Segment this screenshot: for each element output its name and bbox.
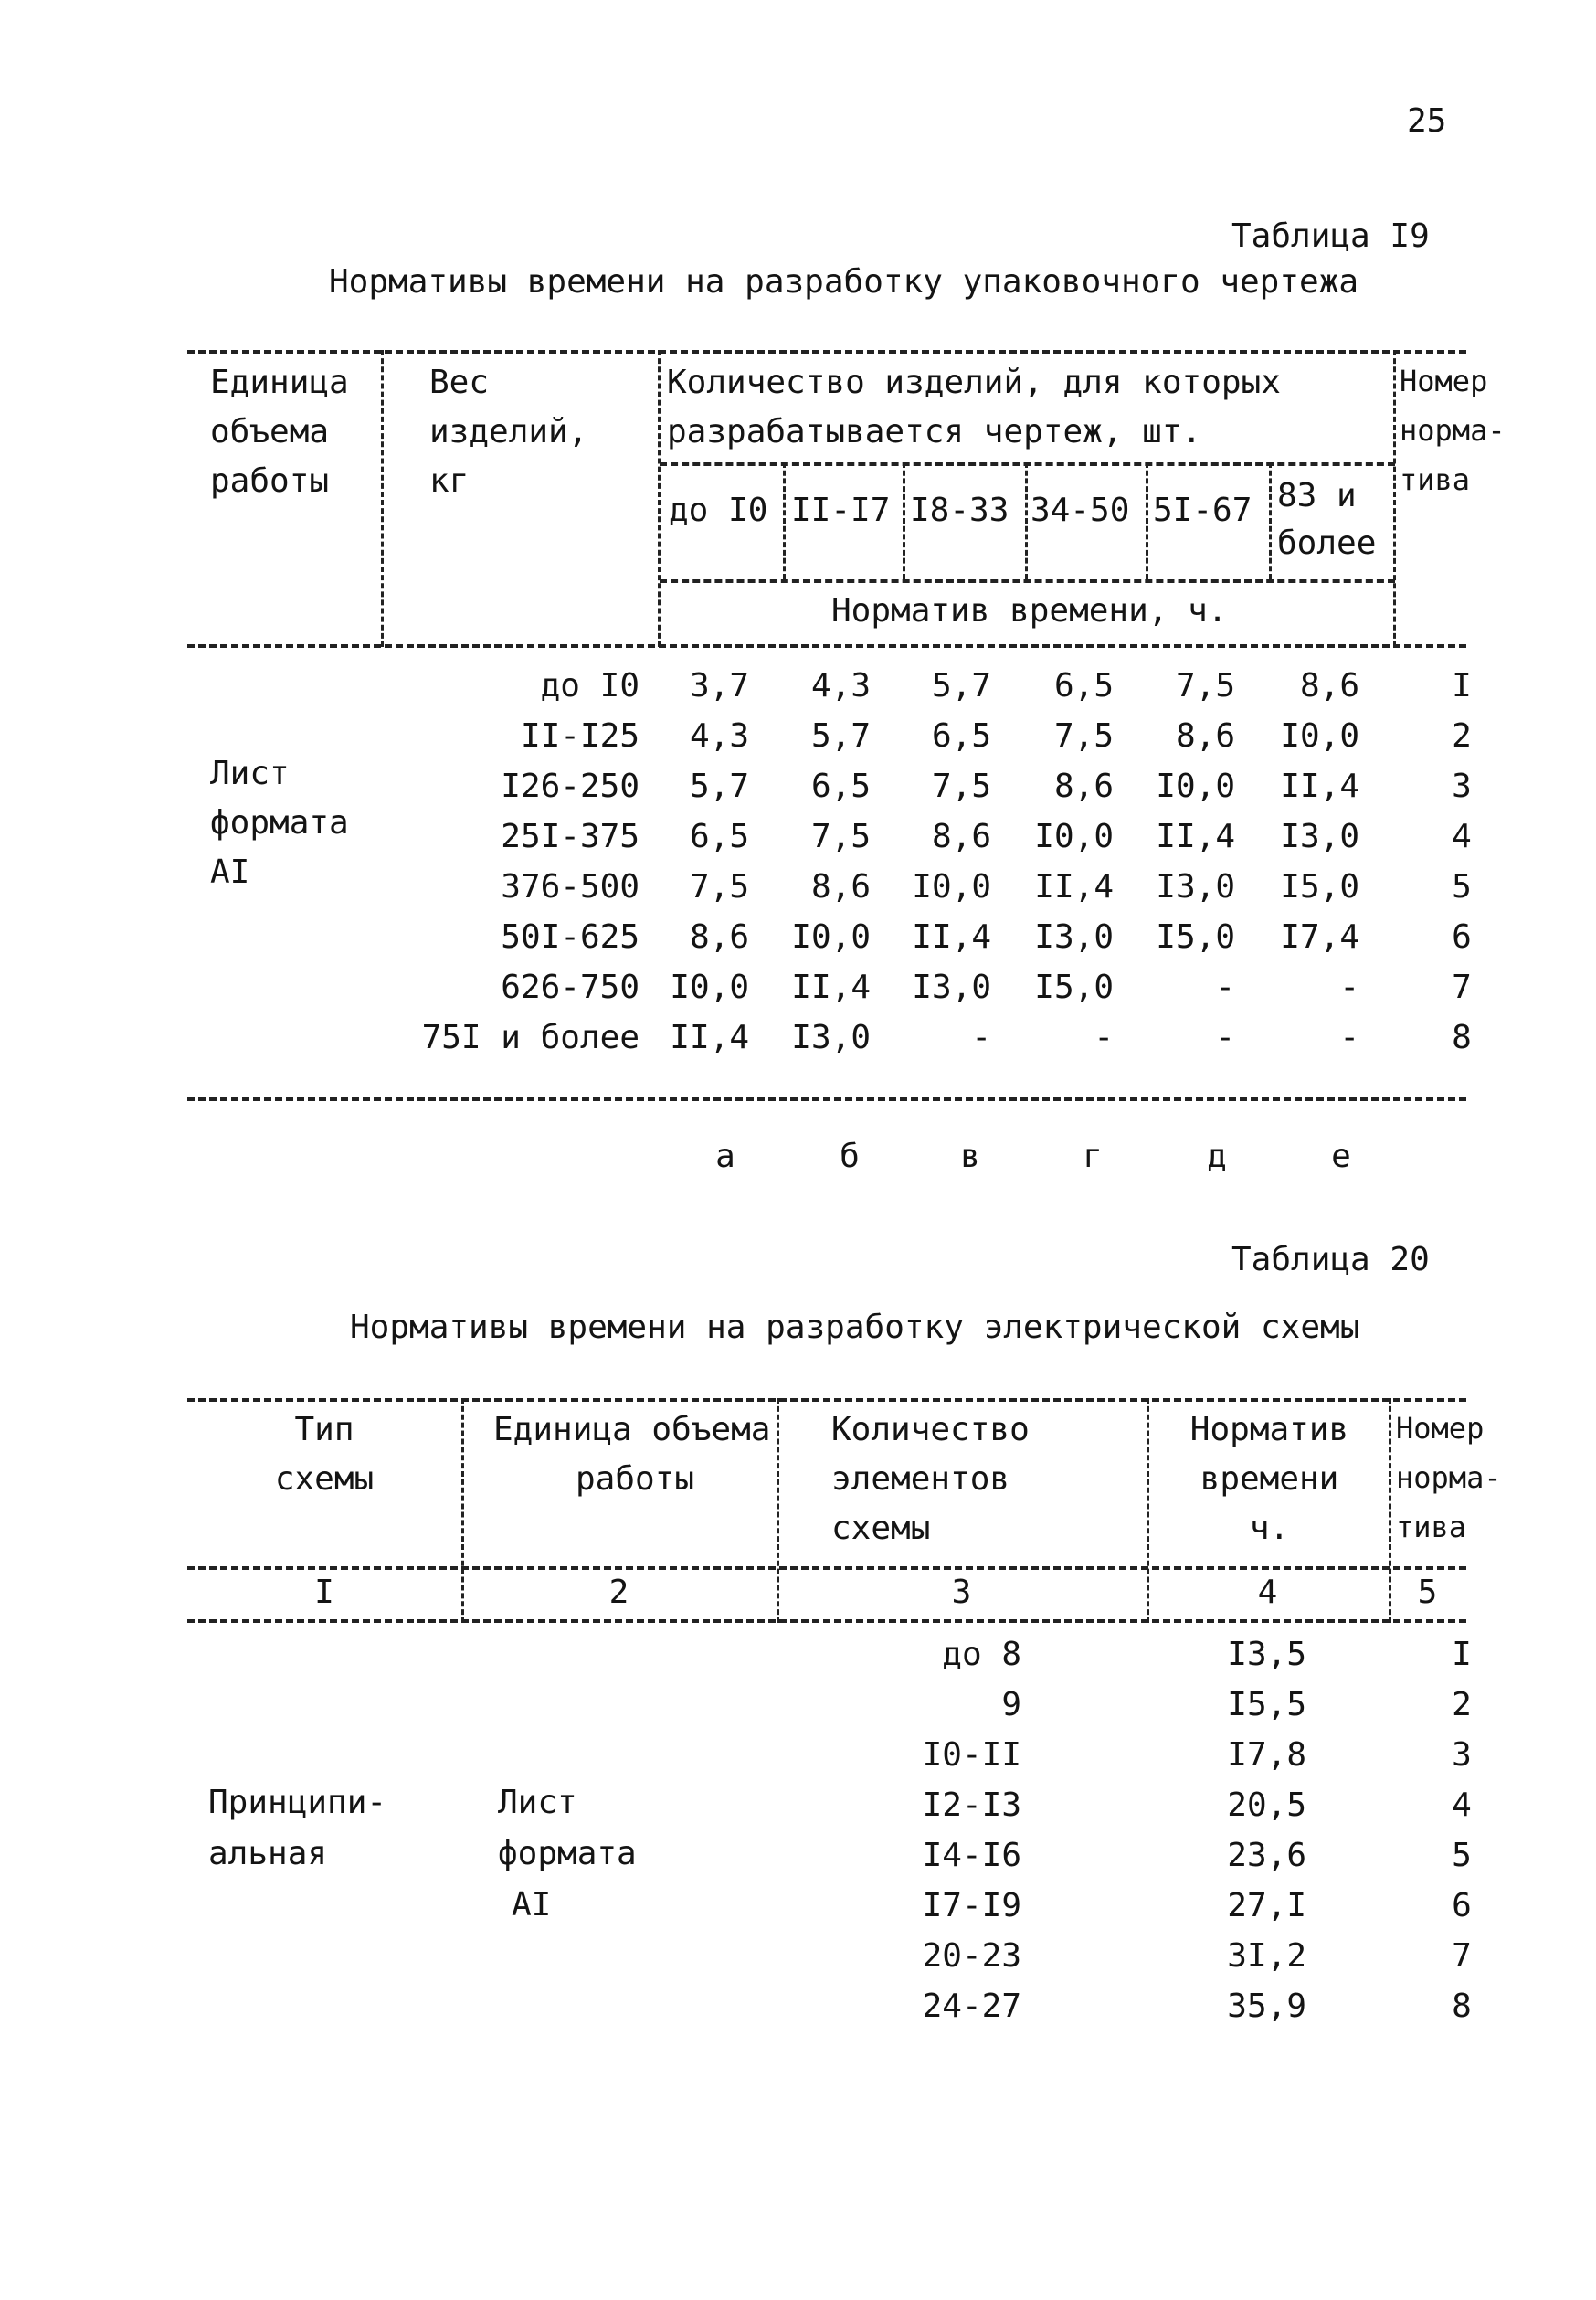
t20-row-number: 3 xyxy=(1452,1736,1472,1774)
t20-unit-value-2: формата xyxy=(498,1835,637,1872)
t19-column-letter: д xyxy=(1207,1138,1227,1175)
page-number: 25 xyxy=(1407,102,1447,140)
t19-unit-value-3: AI xyxy=(210,853,250,891)
t19-cell: - xyxy=(1094,1019,1114,1056)
t20-header-norm-1: Норматив xyxy=(1189,1411,1349,1448)
t19-row-weight: 50I-625 xyxy=(501,918,639,956)
t19-cell: 7,5 xyxy=(810,818,871,855)
table19-vline xyxy=(903,462,905,579)
t19-cell: I5,0 xyxy=(1280,868,1359,906)
t19-cell: I5,0 xyxy=(1034,969,1114,1006)
t20-colnum-5: 5 xyxy=(1417,1574,1438,1611)
table19-label: Таблица I9 xyxy=(1231,217,1430,255)
table20-label: Таблица 20 xyxy=(1231,1241,1430,1278)
t19-row-weight: 75I и более xyxy=(421,1019,639,1056)
t20-header-num-1: Номер xyxy=(1396,1411,1485,1446)
t20-row-norm: 23,6 xyxy=(1227,1837,1306,1874)
table19-vline xyxy=(1393,350,1396,647)
t20-unit-value-3: AI xyxy=(512,1886,552,1924)
table19-vline xyxy=(1269,462,1272,579)
t20-header-num-3: тива xyxy=(1396,1510,1467,1544)
t19-header-num-3: тива xyxy=(1400,462,1471,497)
t19-header-weight-3: кг xyxy=(429,462,470,500)
t20-colnum-2: 2 xyxy=(608,1574,629,1611)
t20-row-number: I xyxy=(1452,1636,1472,1673)
t19-header-weight-1: Вес xyxy=(429,364,490,401)
t19-cell: I0,0 xyxy=(912,868,991,906)
t19-row-number: 8 xyxy=(1452,1019,1472,1056)
table19-sub-rule xyxy=(660,579,1395,583)
t20-row-qty: I7-I9 xyxy=(922,1887,1021,1924)
t19-cell: I3,0 xyxy=(1034,918,1114,956)
t20-row-norm: I5,5 xyxy=(1227,1686,1306,1723)
t19-qty-range-a: до I0 xyxy=(669,492,768,529)
t19-column-letter: в xyxy=(960,1138,980,1175)
table19-vline xyxy=(1025,462,1028,579)
table20-numbers-rule xyxy=(187,1619,1466,1623)
t19-cell: II,4 xyxy=(1034,868,1114,906)
t19-header-unit-1: Единица xyxy=(210,364,349,401)
t19-cell: II,4 xyxy=(1156,818,1235,855)
t19-cell: 7,5 xyxy=(1053,717,1114,755)
t20-unit-value-1: Лист xyxy=(498,1784,577,1821)
t19-cell: 3,7 xyxy=(689,667,749,705)
t20-row-number: 5 xyxy=(1452,1837,1472,1874)
t20-row-norm: 35,9 xyxy=(1227,1987,1306,2025)
t20-row-qty: 24-27 xyxy=(922,1987,1021,2025)
t19-cell: 7,5 xyxy=(689,868,749,906)
t19-header-weight-2: изделий, xyxy=(429,413,588,450)
t20-row-number: 2 xyxy=(1452,1686,1472,1723)
t20-header-norm-2: времени xyxy=(1200,1460,1339,1498)
t19-cell: - xyxy=(1339,969,1359,1006)
t19-cell: II,4 xyxy=(1280,768,1359,805)
t20-colnum-1: I xyxy=(314,1574,334,1611)
t19-cell: I0,0 xyxy=(1156,768,1235,805)
table19-header-rule xyxy=(187,644,1466,648)
t19-cell: 8,6 xyxy=(1299,667,1359,705)
table19-vline xyxy=(1146,462,1148,579)
t19-row-weight: 626-750 xyxy=(501,969,639,1006)
t19-header-unit-2: объема xyxy=(210,413,330,450)
table19-bottom-rule xyxy=(187,1097,1466,1101)
t19-cell: II,4 xyxy=(670,1019,749,1056)
t20-row-qty: 20-23 xyxy=(922,1937,1021,1975)
table19-top-rule xyxy=(187,350,1466,354)
t19-column-letter: а xyxy=(715,1138,735,1175)
t19-cell: - xyxy=(1215,969,1235,1006)
t19-row-weight: до I0 xyxy=(540,667,639,705)
t20-row-norm: I7,8 xyxy=(1227,1736,1306,1774)
t20-colnum-3: 3 xyxy=(951,1574,972,1611)
t19-cell: I3,0 xyxy=(912,969,991,1006)
t20-type-value-1: Принципи- xyxy=(208,1784,387,1821)
t20-header-unit-2: работы xyxy=(576,1460,695,1498)
table19-vline xyxy=(381,350,384,647)
t19-row-number: 4 xyxy=(1452,818,1472,855)
table20-top-rule xyxy=(187,1398,1466,1402)
t19-qty-range-f-1: 83 и xyxy=(1277,477,1357,514)
t19-cell: I7,4 xyxy=(1280,918,1359,956)
t19-cell: 6,5 xyxy=(689,818,749,855)
t20-row-qty: I0-II xyxy=(922,1736,1021,1774)
t20-header-unit-1: Единица объема xyxy=(493,1411,771,1448)
t19-cell: II,4 xyxy=(912,918,991,956)
t20-row-norm: I3,5 xyxy=(1227,1636,1306,1673)
t19-cell: 4,3 xyxy=(689,717,749,755)
t19-column-letter: г xyxy=(1083,1138,1103,1175)
t20-header-qty-2: элементов xyxy=(831,1460,1010,1498)
t19-row-number: 3 xyxy=(1452,768,1472,805)
t19-subheader: Норматив времени, ч. xyxy=(831,592,1228,630)
table19-vline xyxy=(658,350,661,647)
t19-cell: 6,5 xyxy=(1053,667,1114,705)
t19-cell: 8,6 xyxy=(689,918,749,956)
t20-row-norm: 3I,2 xyxy=(1227,1937,1306,1975)
t20-row-number: 4 xyxy=(1452,1786,1472,1824)
t19-unit-value-1: Лист xyxy=(210,755,290,792)
t19-cell: - xyxy=(1215,1019,1235,1056)
t20-row-qty: I2-I3 xyxy=(922,1786,1021,1824)
t19-cell: I0,0 xyxy=(670,969,749,1006)
table19-vline xyxy=(783,462,786,579)
t19-cell: 7,5 xyxy=(931,768,991,805)
t19-row-number: 6 xyxy=(1452,918,1472,956)
t20-colnum-4: 4 xyxy=(1257,1574,1278,1611)
t19-cell: 5,7 xyxy=(689,768,749,805)
t19-cell: 4,3 xyxy=(810,667,871,705)
t19-header-num-2: норма- xyxy=(1400,413,1506,448)
t20-header-type-2: схемы xyxy=(274,1460,375,1498)
t20-type-value-2: альная xyxy=(208,1835,328,1872)
t20-header-qty-1: Количество xyxy=(831,1411,1030,1448)
t19-row-weight: 376-500 xyxy=(501,868,639,906)
t20-header-type-1: Тип xyxy=(294,1411,354,1448)
t19-cell: 5,7 xyxy=(931,667,991,705)
t19-cell: 6,5 xyxy=(810,768,871,805)
t19-cell: II,4 xyxy=(791,969,871,1006)
t19-cell: I3,0 xyxy=(1280,818,1359,855)
t19-qty-range-b: II-I7 xyxy=(791,492,891,529)
table19-title: Нормативы времени на разработку упаковочного чертежа xyxy=(329,263,1359,301)
t19-header-unit-3: работы xyxy=(210,462,330,500)
t19-row-weight: I26-250 xyxy=(501,768,639,805)
t20-header-qty-3: схемы xyxy=(831,1510,931,1547)
t19-qty-range-d: 34-50 xyxy=(1031,492,1130,529)
t19-row-number: 5 xyxy=(1452,868,1472,906)
t19-row-number: 2 xyxy=(1452,717,1472,755)
t19-qty-range-f-2: более xyxy=(1277,525,1377,562)
t20-row-qty: 9 xyxy=(1001,1686,1021,1723)
t19-cell: 6,5 xyxy=(931,717,991,755)
t19-row-weight: 25I-375 xyxy=(501,818,639,855)
t19-qty-range-e: 5I-67 xyxy=(1153,492,1252,529)
t19-column-letter: е xyxy=(1331,1138,1351,1175)
t19-cell: I3,0 xyxy=(1156,868,1235,906)
t19-cell: 5,7 xyxy=(810,717,871,755)
t19-cell: I0,0 xyxy=(791,918,871,956)
t19-row-number: 7 xyxy=(1452,969,1472,1006)
t19-cell: 8,6 xyxy=(1053,768,1114,805)
t19-cell: I5,0 xyxy=(1156,918,1235,956)
t19-cell: 7,5 xyxy=(1175,667,1235,705)
t19-cell: 8,6 xyxy=(810,868,871,906)
t20-row-norm: 27,I xyxy=(1227,1887,1306,1924)
t20-row-norm: 20,5 xyxy=(1227,1786,1306,1824)
t19-header-qty-2: разрабатывается чертеж, шт. xyxy=(667,413,1202,450)
t20-header-num-2: норма- xyxy=(1396,1460,1502,1495)
t20-row-number: 7 xyxy=(1452,1937,1472,1975)
t19-cell: - xyxy=(971,1019,991,1056)
t19-header-qty-1: Количество изделий, для которых xyxy=(667,364,1281,401)
t19-row-weight: II-I25 xyxy=(520,717,639,755)
t19-cell: - xyxy=(1339,1019,1359,1056)
t19-header-num-1: Номер xyxy=(1400,364,1488,398)
t19-cell: 8,6 xyxy=(1175,717,1235,755)
t19-cell: I3,0 xyxy=(791,1019,871,1056)
t20-row-qty: I4-I6 xyxy=(922,1837,1021,1874)
t19-unit-value-2: формата xyxy=(210,804,349,842)
t20-row-number: 6 xyxy=(1452,1887,1472,1924)
t20-header-norm-3: ч. xyxy=(1249,1510,1290,1547)
table20-title: Нормативы времени на разработку электрической схемы xyxy=(350,1309,1360,1346)
table20-header-rule xyxy=(187,1566,1466,1570)
t19-qty-range-c: I8-33 xyxy=(910,492,1009,529)
t19-cell: 8,6 xyxy=(931,818,991,855)
t20-row-qty: до 8 xyxy=(942,1636,1021,1673)
t19-row-number: I xyxy=(1452,667,1472,705)
t20-row-number: 8 xyxy=(1452,1987,1472,2025)
t19-cell: I0,0 xyxy=(1034,818,1114,855)
t19-column-letter: б xyxy=(840,1138,860,1175)
t19-cell: I0,0 xyxy=(1280,717,1359,755)
